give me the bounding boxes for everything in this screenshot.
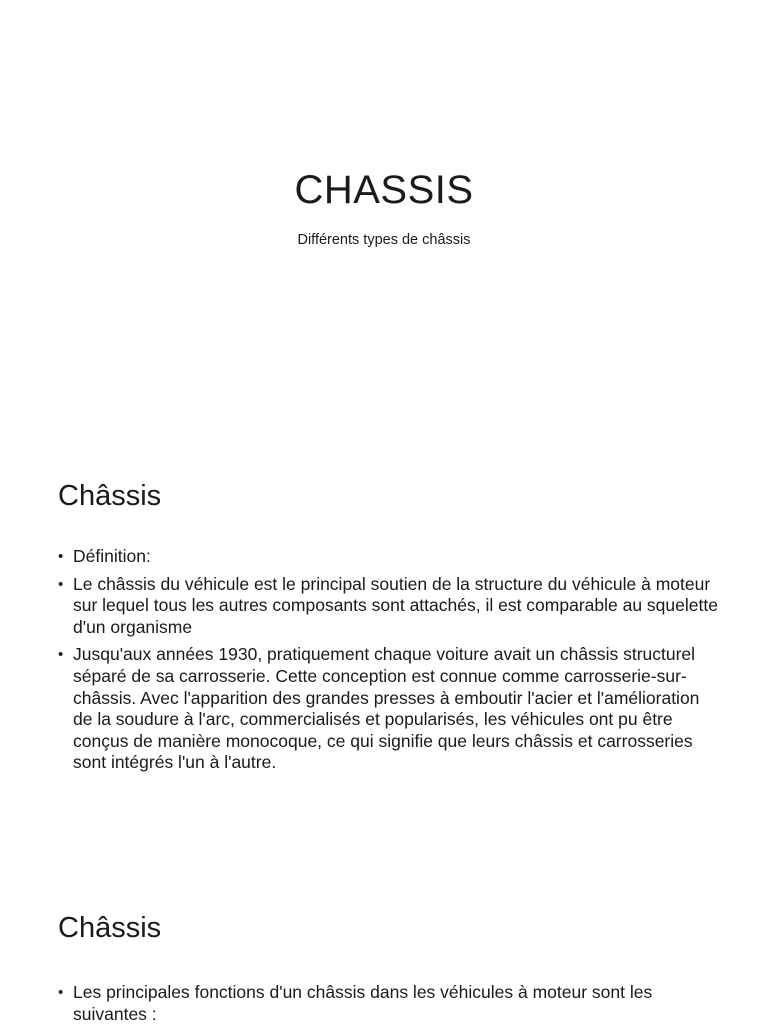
slide-heading: Châssis <box>58 480 162 512</box>
presentation-subtitle: Différents types de châssis <box>297 232 471 248</box>
bullet-item <box>58 546 718 568</box>
bullet-icon: • <box>58 646 64 664</box>
bullet-icon: • <box>58 548 64 565</box>
bullet-text: Les principales fonctions d'un châssis dans les véhicules à moteur sont les suivantes : <box>73 982 653 1024</box>
bullet-icon: • <box>58 984 64 1001</box>
presentation-title: CHASSIS <box>294 168 474 212</box>
bullet-item <box>58 574 718 639</box>
bullet-item <box>58 982 718 1024</box>
bullet-list <box>58 982 718 1024</box>
bullet-list <box>58 546 718 780</box>
title-slide <box>0 0 768 432</box>
slide-heading: Châssis <box>58 912 162 944</box>
bullet-icon: • <box>58 575 64 593</box>
content-slide-functions <box>0 864 768 1024</box>
content-slide-definition <box>0 432 768 864</box>
bullet-item <box>58 644 718 774</box>
bullet-text: Le châssis du véhicule est le principal soutien de la structure du véhicule à moteur sur lequel tous les autres composants sont attachés, il est comparable au squelette d'un organisme <box>73 573 718 637</box>
bullet-text: Définition: <box>73 546 151 566</box>
bullet-text: Jusqu'aux années 1930, pratiquement chaque voiture avait un châssis structurel séparé de sa carrosserie. Cette conception est connue comme carrosserie-sur-châssis. Avec l'apparition des grandes presses à emboutir l'acier et l'amélioration de la soudure à l'arc, commercialisés et popularisés, les véhicules ont pu être conçus de manière monocoque, ce qui signifie que leurs châssis et carrosseries sont intégrés l'un à l'autre. <box>73 644 700 773</box>
